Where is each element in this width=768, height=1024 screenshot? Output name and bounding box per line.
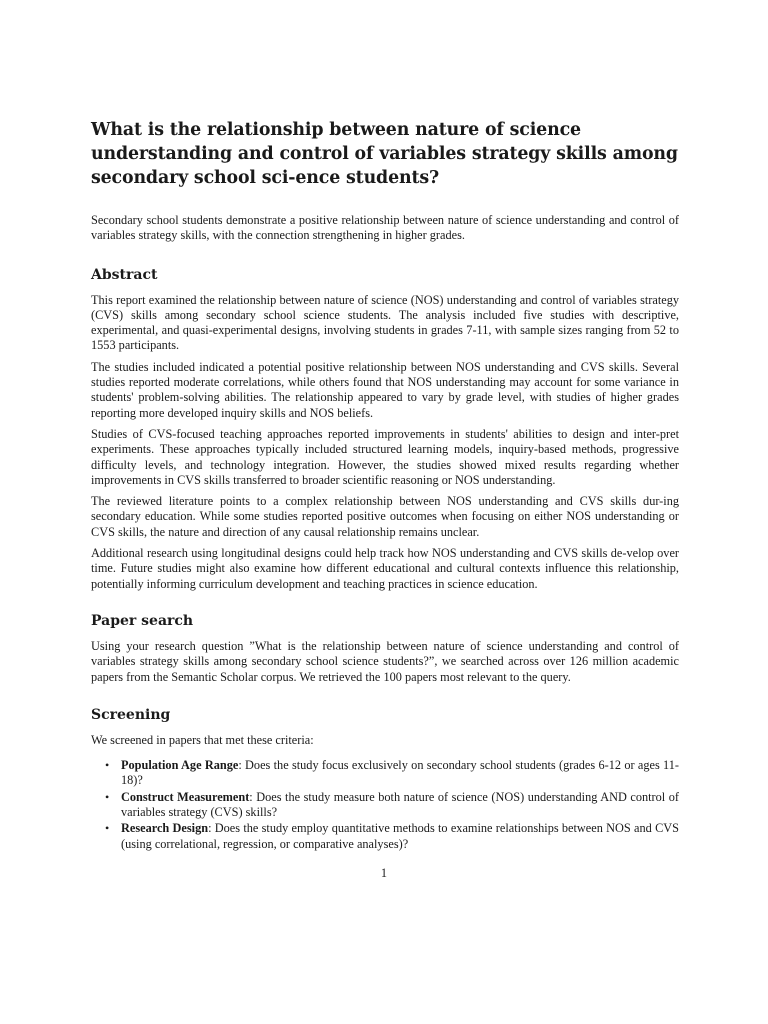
screening-intro: We screened in papers that met these criteria:: [91, 732, 314, 747]
paper-title: What is the relationship between nature of science understanding and control of variables strategy skills among secondary school sci-ence students?: [91, 120, 678, 188]
abstract-paragraph: The reviewed literature points to a complex relationship between NOS understanding and CVS skills dur-ing secondary education. While some studies reported positive outcomes when focusing on either NOS understanding or CVS skills, the nature and direction of any causal relationship remains unclear.: [91, 494, 679, 539]
abstract-heading: Abstract: [91, 266, 158, 283]
bullet-icon: •: [105, 758, 110, 773]
abstract-paragraph: The studies included indicated a potential positive relationship between NOS understanding and CVS skills. Several studies reported moderate correlations, while others found that NOS understanding may account for some variance in students' problem-solving abilities. The relationship appeared to vary by grade level, with studies of higher grades reporting more developed inquiry skills and NOS beliefs.: [91, 359, 679, 420]
page-number: 1: [380, 866, 388, 880]
criteria-label: Research Design: [121, 821, 209, 836]
criteria-label: Population Age Range: [121, 758, 239, 773]
paper-search-paragraph: Using your research question ”What is the relationship between nature of science understanding and control of variables strategy skills among secondary school science students?”, we searched across over 126 million academic papers from the Semantic Scholar corpus. We retrieved the 100 papers most relevant to the query.: [91, 638, 679, 684]
abstract-paragraph: Studies of CVS-focused teaching approaches reported improvements in students' abilities to design and inter-pret experiments. These approaches typically included structured learning models, inquiry-based methods, progressive difficulty levels, and technology integration. However, the studies showed mixed results regarding whether improvements in CVS skills transferred to broader scientific reasoning or NOS understanding.: [91, 426, 679, 487]
abstract-paragraph: This report examined the relationship between nature of science (NOS) understanding and control of variables strategy (CVS) skills among secondary school science students. The analysis included five studies with descriptive, experimental, and quasi-experimental designs, involving students in grades 7-11, with sample sizes ranging from 52 to 1553 participants.: [91, 292, 679, 353]
screening-section: [91, 706, 679, 852]
page-content: [91, 118, 679, 853]
paper-search-section: [91, 612, 679, 685]
criteria-text: : Does the study focus exclusively on secondary school students (grades 6-12 or ages 11-18)?: [121, 758, 679, 788]
bullet-icon: •: [105, 789, 110, 804]
criteria-item: [105, 758, 679, 789]
summary-paragraph: Secondary school students demonstrate a positive relationship between nature of science understanding and control of variables strategy skills, with the connection strengthening in higher grades.: [91, 213, 679, 243]
screening-heading: Screening: [91, 706, 171, 723]
bullet-icon: •: [105, 821, 110, 836]
abstract-paragraph: Additional research using longitudinal designs could help track how NOS understanding and CVS skills de-velop over time. Future studies might also examine how different educational and cultural contexts influence this relationship, potentially informing curriculum development and teaching practices in science education.: [91, 546, 679, 591]
criteria-text: : Does the study measure both nature of science (NOS) understanding AND control of variables strategy (CVS) skills?: [121, 789, 679, 820]
paper-search-heading: Paper search: [91, 612, 194, 629]
criteria-label: Construct Measurement: [121, 789, 250, 804]
criteria-item: [105, 789, 679, 821]
criteria-text: : Does the study employ quantitative methods to examine relationships between NOS and CVS (using correlational, regression, or comparative analyses)?: [121, 821, 679, 851]
criteria-item: [105, 821, 679, 852]
criteria-list: [91, 758, 679, 852]
abstract-section: [91, 266, 679, 592]
